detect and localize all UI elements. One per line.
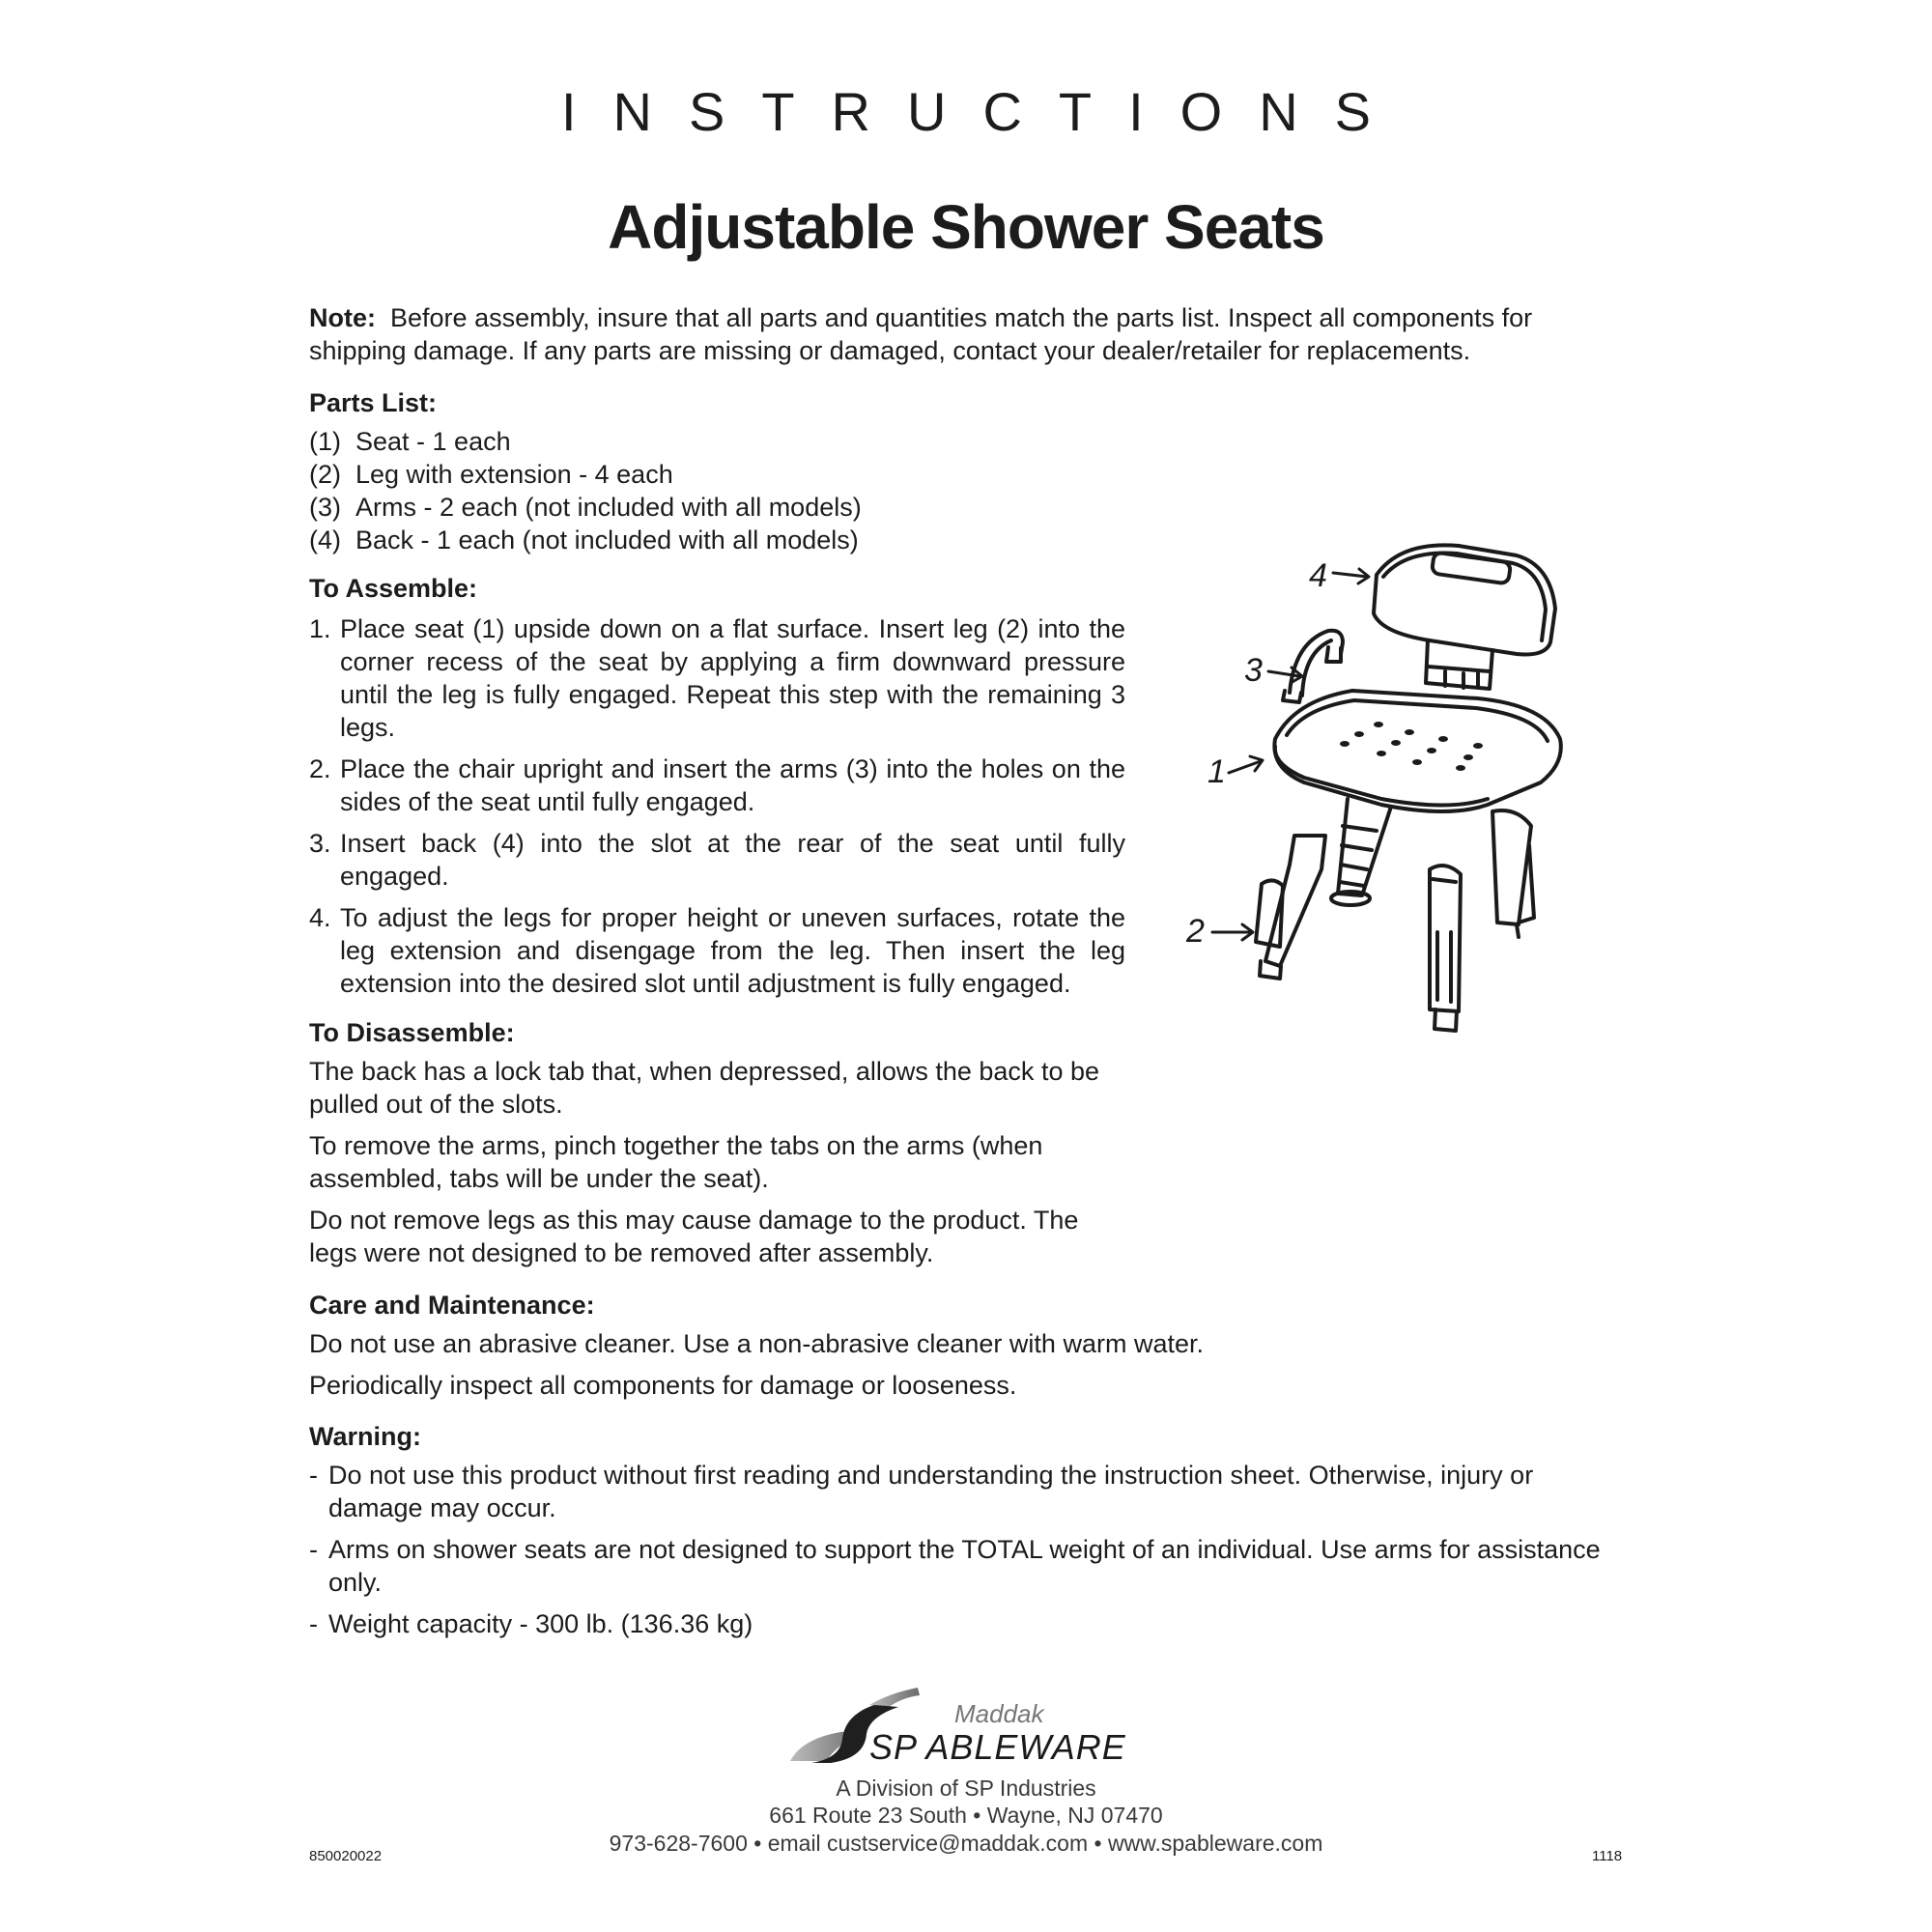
part-label: Seat - 1 each (355, 427, 511, 456)
disassemble-paragraph: To remove the arms, pinch together the tabs on the arms (when assembled, tabs will be under the seat). (309, 1131, 1043, 1193)
disassemble-section (309, 1055, 1125, 1278)
step-text: Insert back (4) into the slot at the rear of the seat until fully engaged. (340, 829, 1125, 891)
step-number: 4. (309, 903, 331, 932)
document-number: 850020022 (309, 1848, 383, 1864)
logo-swoosh-upper (869, 1688, 920, 1707)
footer-contact: 973-628-7600 • email custservice@maddak.com • www.spableware.com (609, 1831, 1323, 1856)
page-title: Adjustable Shower Seats (608, 192, 1324, 262)
care-paragraph: Periodically inspect all components for damage or looseness. (309, 1371, 1017, 1400)
note-label: Note: (309, 303, 376, 332)
seat-drawing (1274, 691, 1560, 811)
step-text: To adjust the legs for proper height or uneven surfaces, rotate the leg extension and disengage from the leg. Then insert the leg extension into the desired slot until adjustment is fully engaged. (340, 903, 1125, 998)
warning-text: Weight capacity - 300 lb. (136.36 kg) (328, 1609, 753, 1638)
callout-1: 1 (1208, 753, 1226, 790)
document-kicker: INSTRUCTIONS (561, 81, 1407, 142)
sp-ableware-logo (773, 1686, 1198, 1773)
logo-brand: SP ABLEWARE (869, 1727, 1126, 1767)
care-heading: Care and Maintenance: (309, 1291, 595, 1320)
parts-list-item (309, 524, 1179, 556)
disassemble-heading: To Disassemble: (309, 1018, 515, 1047)
callout-3: 3 (1244, 652, 1263, 689)
assembly-step (309, 753, 1125, 818)
step-number: 1. (309, 614, 331, 643)
parts-list-heading: Parts List: (309, 388, 438, 417)
part-label: Arms - 2 each (not included with all models) (355, 493, 862, 522)
part-number: (4) (309, 526, 341, 554)
warning-item: - Do not use this product without first reading and understanding the instruction sheet. Otherwise, injury or damage may occur. (309, 1459, 1604, 1524)
parts-list-item (309, 425, 1179, 458)
footer-division: A Division of SP Industries (836, 1776, 1096, 1801)
parts-list (309, 425, 1179, 556)
callout-2: 2 (1186, 913, 1205, 950)
note-paragraph (309, 301, 1604, 367)
step-number: 3. (309, 829, 331, 858)
backrest-drawing (1374, 545, 1555, 689)
disassemble-paragraph: The back has a lock tab that, when depressed, allows the back to be pulled out of the slots. (309, 1057, 1099, 1119)
warning-item: - Arms on shower seats are not designed to support the TOTAL weight of an individual. Use arms for assistance only. (309, 1533, 1604, 1599)
logo-sub-brand: Maddak (954, 1699, 1044, 1728)
parts-list-item (309, 458, 1179, 491)
part-number: (2) (309, 460, 341, 489)
disassemble-paragraph: Do not remove legs as this may cause damage to the product. The legs were not designed to be removed after assembly. (309, 1206, 1079, 1267)
warning-text: Arms on shower seats are not designed to support the TOTAL weight of an individual. Use arms for assistance only. (328, 1535, 1601, 1597)
note-text: Before assembly, insure that all parts and quantities match the parts list. Inspect all components for shipping damage. If any parts are missing or damaged, contact your dealer/retailer for replacements. (309, 303, 1533, 365)
assembly-step (309, 612, 1125, 744)
assembly-steps (309, 612, 1125, 1009)
legs-drawing (1256, 799, 1534, 1031)
warning-text: Do not use this product without first reading and understanding the instruction sheet. Otherwise, injury or damage may occur. (328, 1461, 1534, 1522)
care-section (309, 1327, 1604, 1410)
part-number: (3) (309, 493, 341, 522)
care-paragraph: Do not use an abrasive cleaner. Use a non-abrasive cleaner with warm water. (309, 1329, 1204, 1358)
step-number: 2. (309, 754, 331, 783)
shower-seat-exploded-diagram (1159, 536, 1642, 1222)
footer-address: 661 Route 23 South • Wayne, NJ 07470 (769, 1803, 1163, 1828)
warning-item: - Weight capacity - 300 lb. (136.36 kg) (309, 1609, 753, 1638)
part-label: Back - 1 each (not included with all models) (355, 526, 859, 554)
parts-list-item (309, 491, 1179, 524)
part-label: Leg with extension - 4 each (355, 460, 673, 489)
assembly-step (309, 827, 1125, 893)
part-number: (1) (309, 427, 341, 456)
warning-heading: Warning: (309, 1422, 421, 1451)
revision-code: 1118 (1592, 1848, 1623, 1864)
assembly-step (309, 901, 1125, 1000)
warning-list (309, 1459, 1604, 1649)
step-text: Place the chair upright and insert the arms (3) into the holes on the sides of the seat until fully engaged. (340, 754, 1125, 816)
callout-4: 4 (1309, 557, 1327, 594)
assemble-heading: To Assemble: (309, 574, 478, 603)
step-text: Place seat (1) upside down on a flat surface. Insert leg (2) into the corner recess of the seat by applying a firm downward pressure until the leg is fully engaged. Repeat this step with the remaining 3 legs. (340, 614, 1125, 742)
